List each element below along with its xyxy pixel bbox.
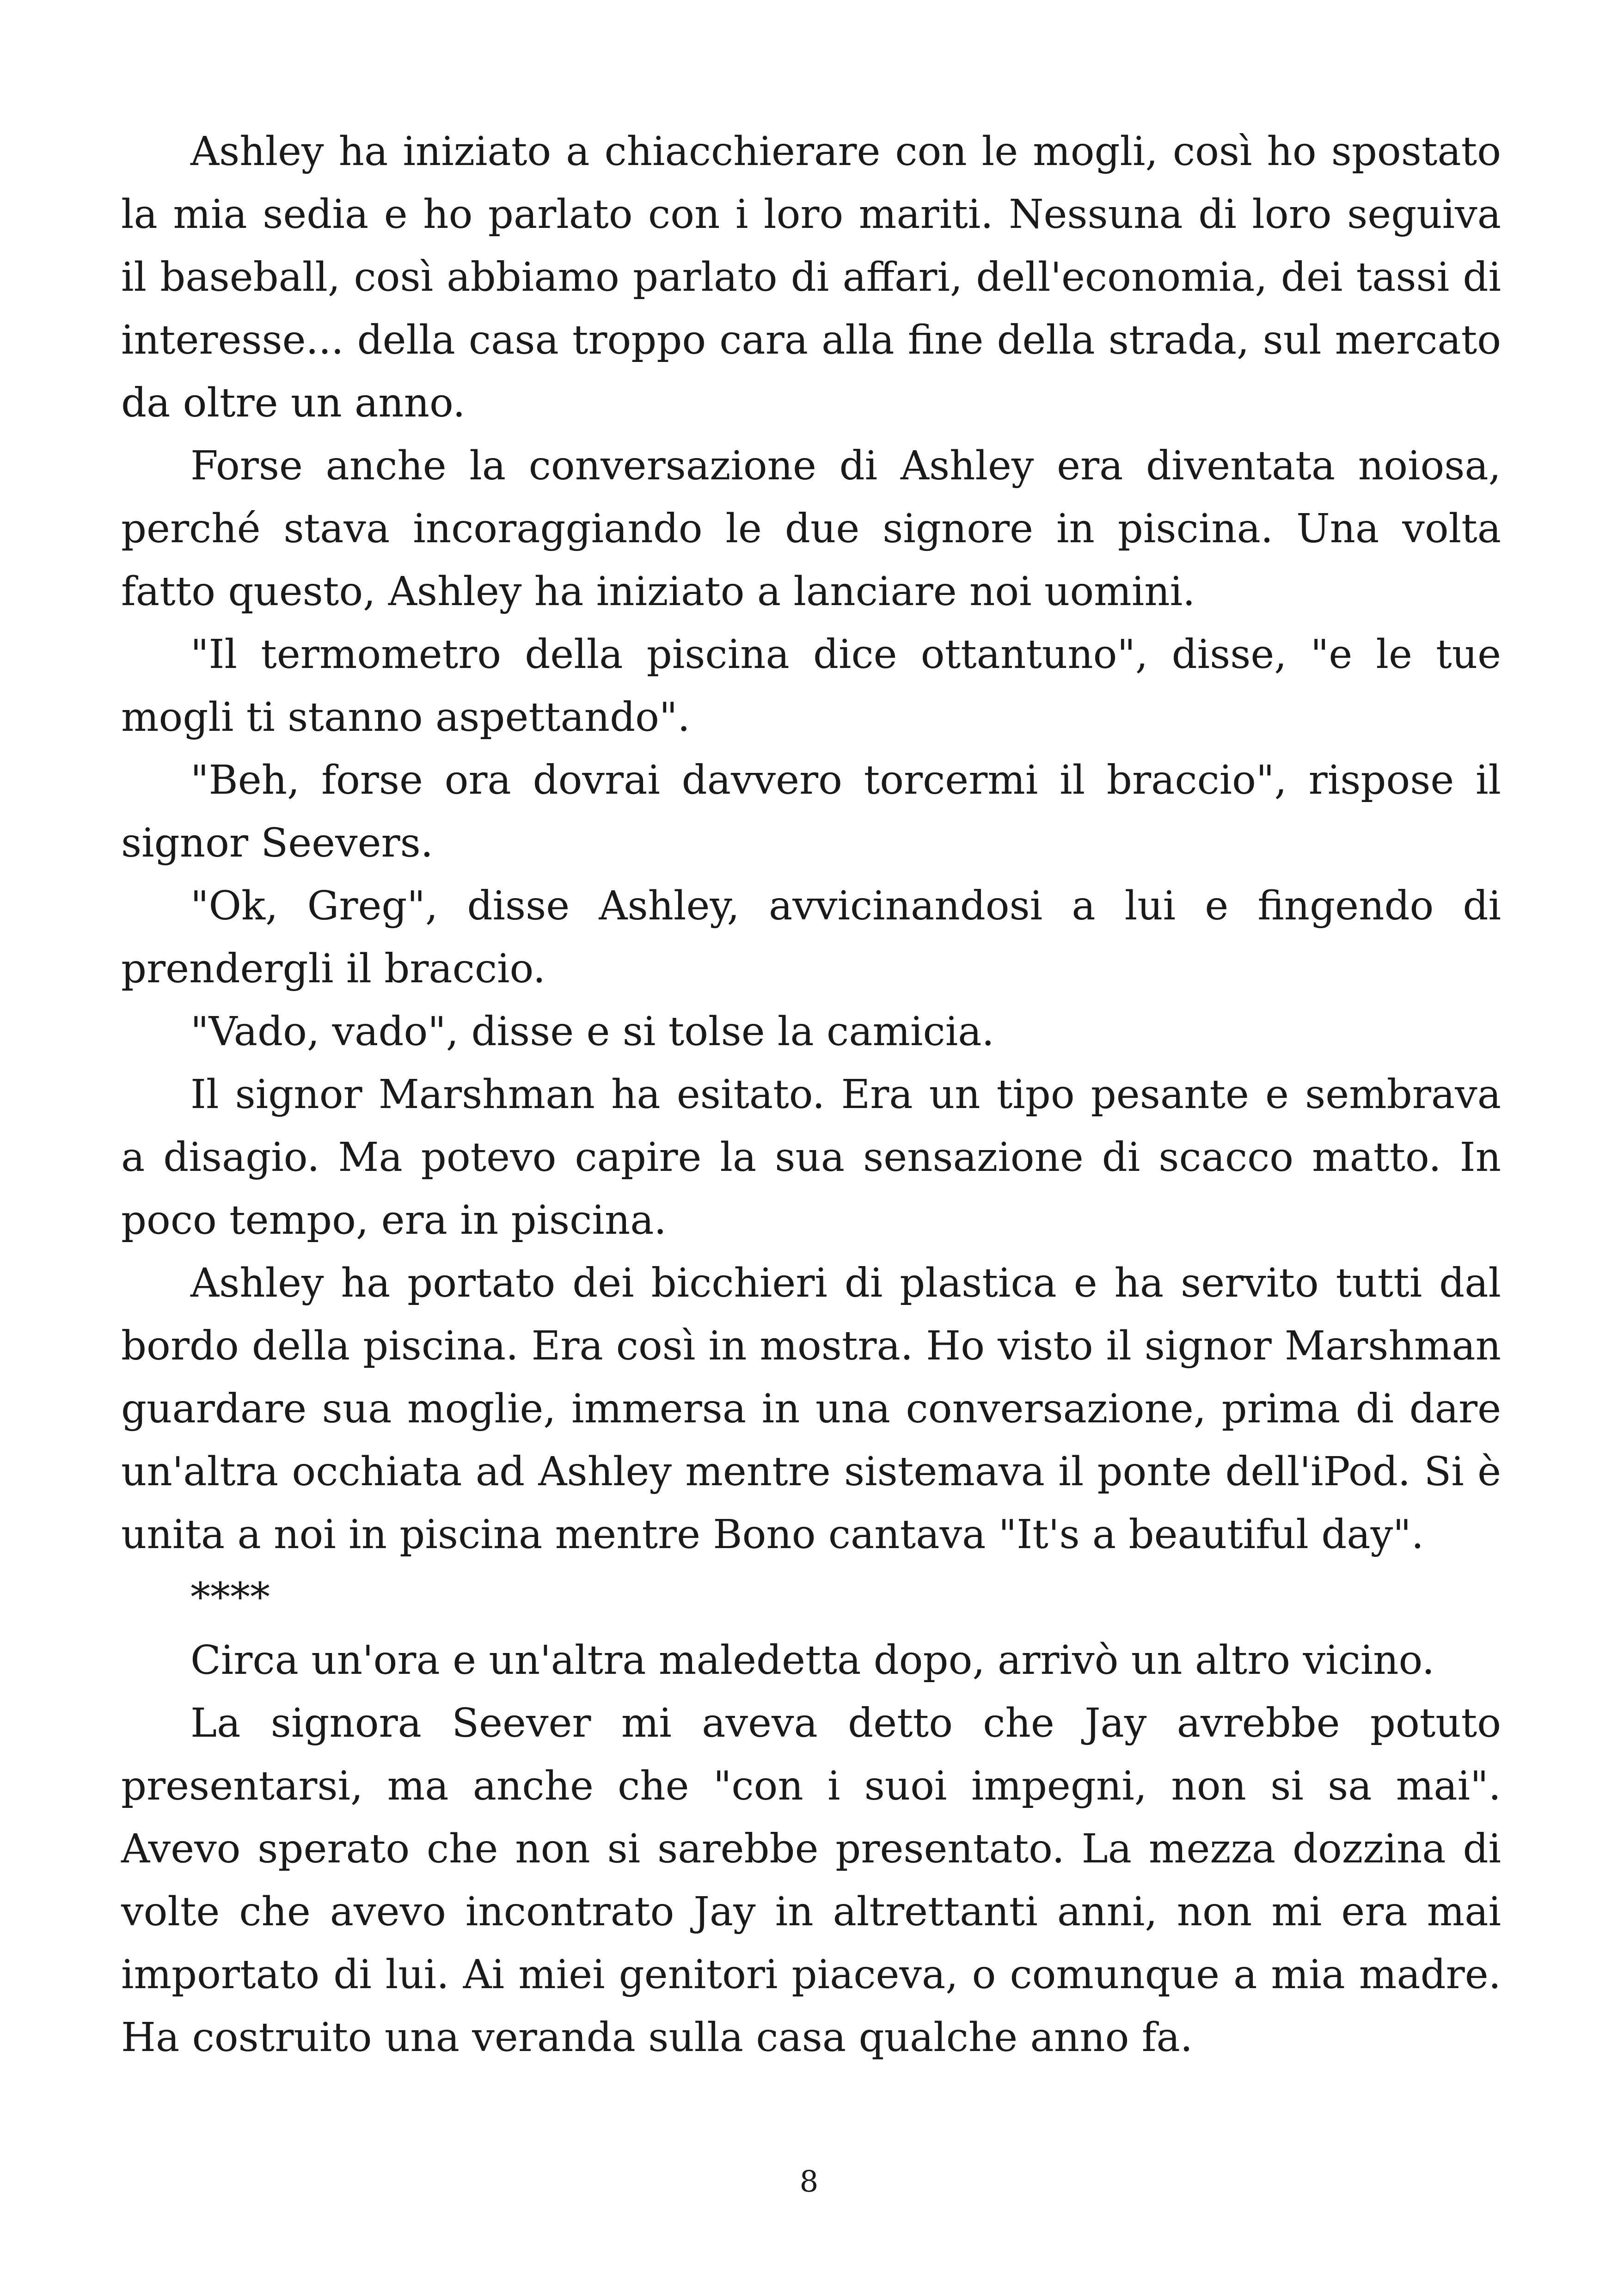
- paragraph: Forse anche la conversazione di Ashley era diventata noiosa, perché stava incoraggiando le due signore in piscina. Una volta fatto questo, Ashley ha iniziato a lanciare noi uomini.: [121, 443, 1501, 615]
- paragraph: La signora Seever mi aveva detto che Jay avrebbe potuto presentarsi, ma anche che "con i suoi impegni, non si sa mai". Avevo sperato che non si sarebbe presentato. La mezza dozzina di volte che avevo incontrato Jay in altrettanti anni, non mi era mai importato di lui. Ai miei genitori piaceva, o comunque a mia madre. Ha costruito una veranda sulla casa qualche anno fa.: [121, 1700, 1501, 2061]
- scene-break: ****: [190, 1574, 270, 1621]
- paragraph: Ashley ha portato dei bicchieri di plastica e ha servito tutti dal bordo della piscina. Era così in mostra. Ho visto il signor Marshman guardare sua moglie, immersa in una conversazione, prima di dare un'altra occhiata ad Ashley mentre sistemava il ponte dell'iPod. Si è unita a noi in piscina mentre Bono cantava "It's a beautiful day".: [121, 1260, 1501, 1558]
- paragraph: Ashley ha iniziato a chiacchierare con le mogli, così ho spostato la mia sedia e ho parlato con i loro mariti. Nessuna di loro seguiva il baseball, così abbiamo parlato di affari, dell'economia, dei tassi di interesse... della casa troppo cara alla fine della strada, sul mercato da oltre un anno.: [121, 129, 1501, 426]
- paragraph: "Il termometro della piscina dice ottantuno", disse, "e le tue mogli ti stanno aspettando".: [121, 631, 1501, 741]
- paragraph: Circa un'ora e un'altra maledetta dopo, arrivò un altro vicino.: [190, 1637, 1435, 1684]
- paragraph: Il signor Marshman ha esitato. Era un tipo pesante e sembrava a disagio. Ma potevo capire la sua sensazione di scacco matto. In poco tempo, era in piscina.: [121, 1071, 1501, 1243]
- paragraph: "Vado, vado", disse e si tolse la camicia.: [190, 1009, 994, 1055]
- page-body: [121, 120, 1501, 2069]
- page-number: 8: [799, 2165, 819, 2199]
- paragraph: "Beh, forse ora dovrai davvero torcermi il braccio", rispose il signor Seevers.: [121, 757, 1501, 866]
- paragraph: "Ok, Greg", disse Ashley, avvicinandosi a lui e fingendo di prendergli il braccio.: [121, 883, 1501, 992]
